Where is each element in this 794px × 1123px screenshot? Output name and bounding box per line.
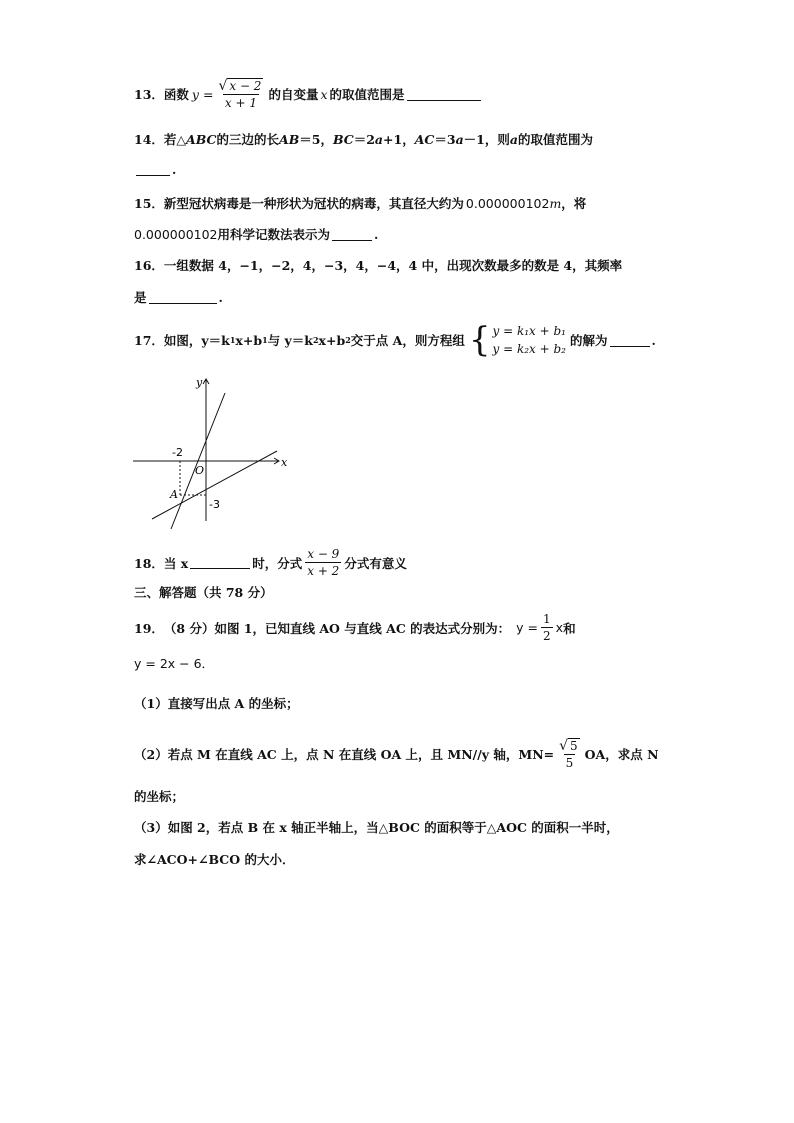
q13-lhs: y =: [191, 86, 214, 102]
q13-fraction: √ x − 2 x + 1: [218, 78, 262, 110]
q16-answer-blank: [149, 291, 217, 304]
question-19: 19． （8 分）如图 1，已知直线 AO 与直线 AC 的表达式分别为： y = $\frac{1}{2}$ x 和: [134, 612, 576, 643]
section-3-title: 三、解答题（共 78 分）: [134, 585, 273, 600]
q13-denominator: x + 1: [224, 96, 257, 110]
tick-label-neg3: -3: [209, 498, 220, 511]
origin-label: O: [195, 464, 205, 477]
q19-part-1: （1）直接写出点 A 的坐标；: [134, 696, 299, 711]
q17-equation-system: { y = k₁x + b₁ y = k₂x + b₂: [468, 320, 566, 360]
question-15-line2: 0.000000102 用科学记数法表示为 .: [134, 226, 379, 242]
q18-fraction: $\frac{x - 9}{x + 2}$: [307, 547, 340, 578]
x-axis-label: x: [281, 456, 288, 469]
question-18: 18． 当 x 时，分式 $\frac{x - 9}{x + 2}$ 分式有意义: [134, 547, 407, 578]
question-16: 16． 一组数据 4，−1，−2，4，−3，4，−4，4 中，出现次数最多的数是 4，其频率: [134, 258, 623, 273]
q14-answer-line: .: [134, 162, 176, 177]
q19-equation-2: y = 2x − 6．: [134, 656, 215, 671]
q19-sqrt5-fraction: √ 5 5: [559, 738, 578, 770]
q13-text: 函数: [163, 87, 189, 102]
y-axis-label: y: [196, 376, 203, 389]
q19-part-2-line2: 的坐标；: [134, 789, 185, 804]
question-13: 13． 函数 y = √ x − 2 x + 1 的自变量 x 的取值范围是: [134, 78, 483, 110]
tick-label-neg2: -2: [172, 446, 183, 459]
q13-number: 13．: [134, 87, 164, 102]
q19-fraction: $\frac{1}{2}$: [543, 612, 551, 643]
question-15: 15． 新型冠状病毒是一种形状为冠状的病毒，其直径大约为 0.000000102 m ，将: [134, 195, 587, 211]
question-14: 14． 若△ ABC 的三边的长 AB ＝5， BC ＝2 a +1， AC ＝3 a －1，则 a 的取值范围为: [134, 131, 593, 147]
q13-answer-blank: [407, 88, 481, 101]
q17-answer-blank: [610, 334, 650, 347]
q17-graph: [128, 373, 293, 533]
question-17: 17． 如图，y＝k 1 x+b 1 与 y＝k 2 x+b 2 交于点 A，则方程组 { y = k₁x + b₁ y = k₂x + b₂ 的解为 .: [134, 320, 656, 360]
q17-eq1: y = k₁x + b₁: [492, 324, 566, 338]
q13-sqrt-inner: x − 2: [229, 79, 262, 93]
question-16-line2: 是 .: [134, 289, 223, 305]
q19-part-3: （3）如图 2，若点 B 在 x 轴正半轴上，当△BOC 的面积等于△AOC 的面积一半时，: [134, 820, 619, 835]
q19-part-3-line2: 求∠ACO+∠BCO 的大小．: [134, 852, 295, 867]
q14-answer-blank: [136, 163, 170, 176]
q17-eq2: y = k₂x + b₂: [492, 342, 566, 356]
point-a-label: A: [170, 488, 178, 501]
q15-answer-blank: [332, 228, 372, 241]
q19-part-2: （2）若点 M 在直线 AC 上，点 N 在直线 OA 上，且 MN//y 轴，MN= √ 5 5 OA，求点 N: [134, 738, 659, 770]
q18-answer-blank: [190, 556, 250, 569]
